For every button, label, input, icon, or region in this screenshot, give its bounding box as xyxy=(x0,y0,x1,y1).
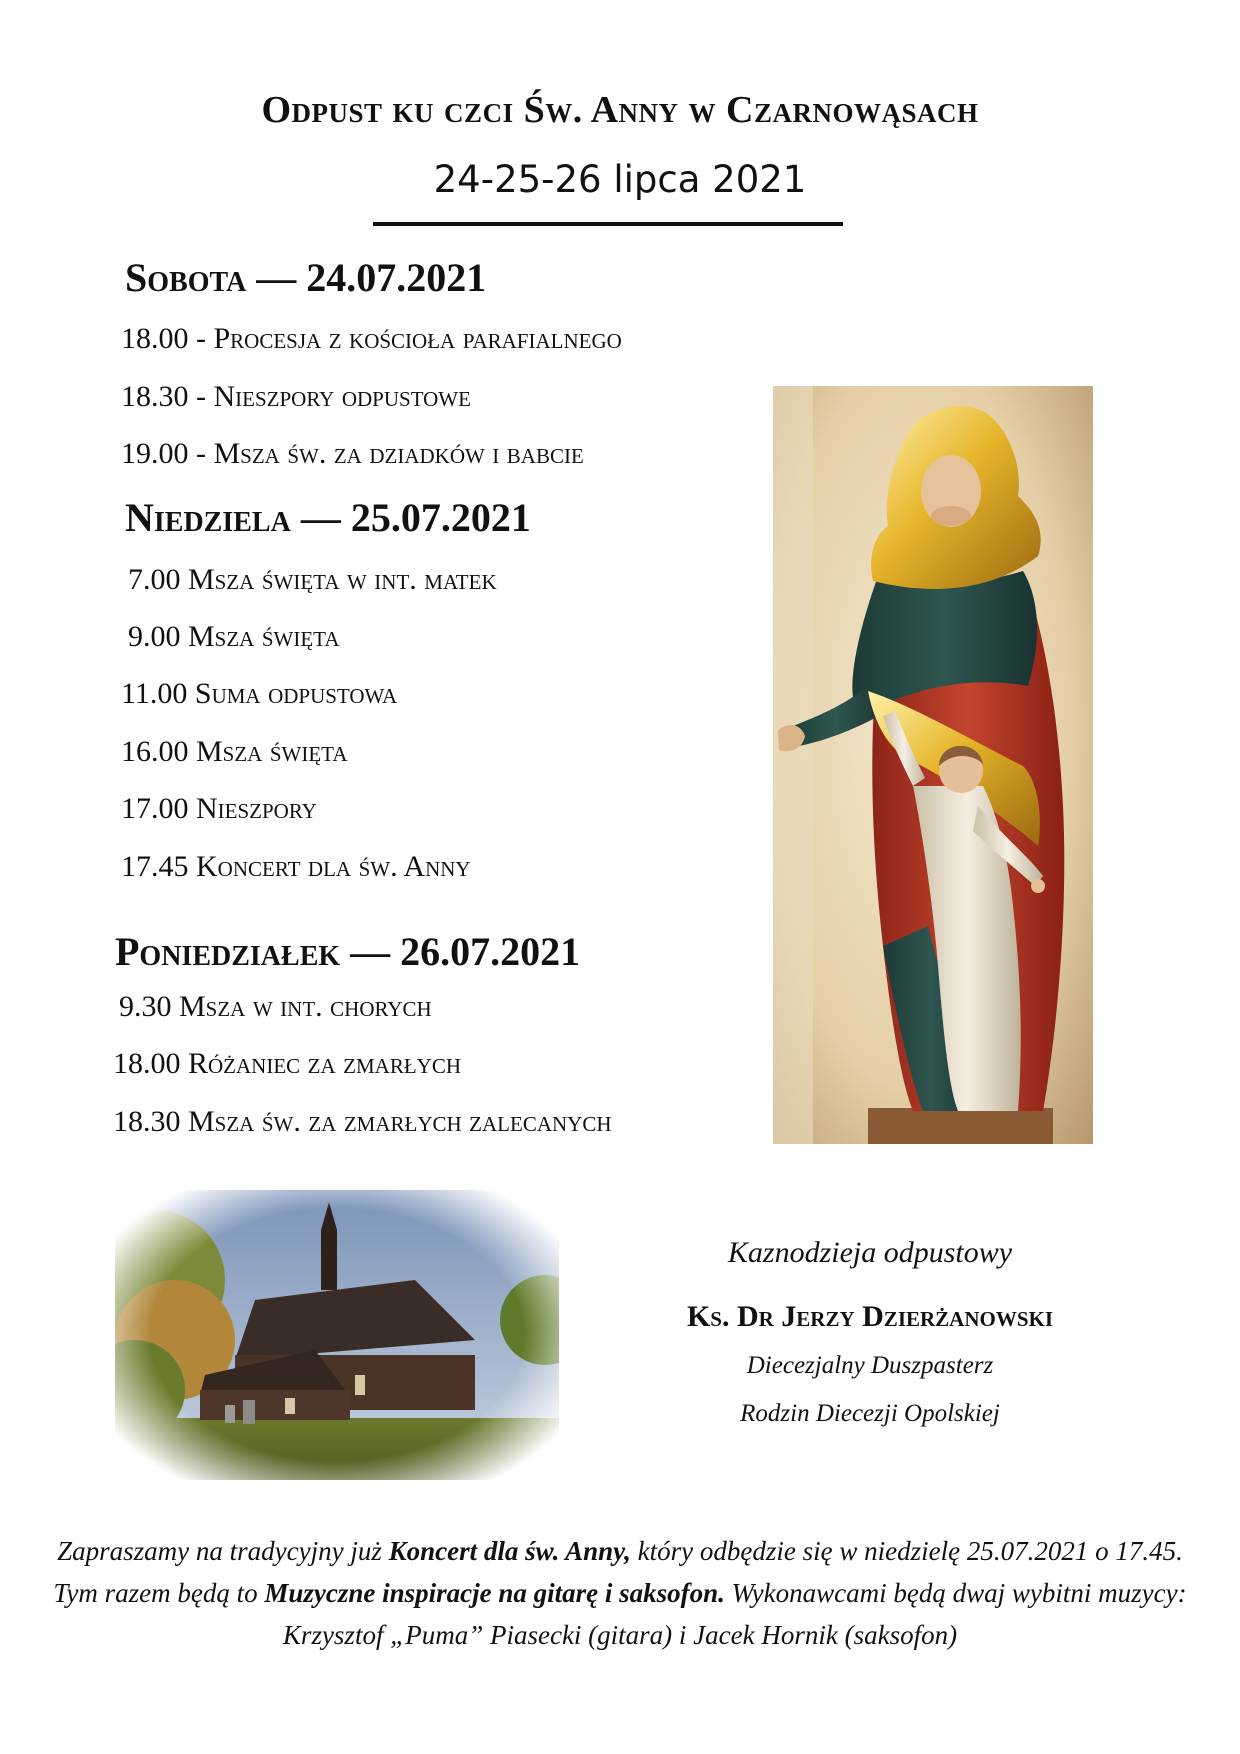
schedule-item: 18.30 Msza św. za zmarłych zalecanych xyxy=(113,1105,612,1138)
preacher-label: Kaznodzieja odpustowy xyxy=(727,1236,1013,1269)
invitation-text: Zapraszamy na tradycyjny już xyxy=(57,1536,389,1566)
day-heading-sunday: Niedziela — 25.07.2021 xyxy=(125,495,531,540)
schedule-item: 19.00 - Msza św. za dziadków i babcie xyxy=(121,437,584,470)
page-title: Odpust ku czci Św. Anny w Czarnowąsach xyxy=(261,89,979,131)
preacher-role-line1: Diecezjalny Duszpasterz xyxy=(746,1352,994,1379)
invitation-text: Wykonawcami będą dwaj wybitni muzycy: Krzysztof „Puma” Piasecki (gitara) i Jacek Hornik (saksofon) xyxy=(282,1578,1187,1650)
wooden-church-photo xyxy=(115,1190,559,1480)
st-anne-statue-photo xyxy=(773,386,1093,1144)
preacher-role-line2: Rodzin Diecezji Opolskiej xyxy=(740,1400,1000,1427)
schedule-item: 11.00 Suma odpustowa xyxy=(121,677,398,710)
schedule-item: 16.00 Msza święta xyxy=(121,735,348,768)
schedule-item: 17.45 Koncert dla św. Anny xyxy=(121,850,471,883)
schedule-item: 9.00 Msza święta xyxy=(128,620,340,653)
day-heading-monday: Poniedziałek — 26.07.2021 xyxy=(115,929,581,974)
concert-invitation xyxy=(40,1530,1200,1656)
preacher-name: Ks. Dr Jerzy Dzierżanowski xyxy=(686,1300,1054,1333)
schedule-item: 18.00 Różaniec za zmarłych xyxy=(113,1047,461,1080)
invitation-text: który odbędzie się w niedzielę 25.07.2021 o 17.45. Tym razem będą to xyxy=(53,1536,1183,1608)
schedule-item: 18.30 - Nieszpory odpustowe xyxy=(121,380,471,413)
schedule-item: 9.30 Msza w int. chorych xyxy=(119,990,432,1023)
schedule-item: 18.00 - Procesja z kościoła parafialnego xyxy=(121,322,622,355)
schedule-item: 7.00 Msza święta w int. matek xyxy=(128,563,497,596)
invitation-program-name: Muzyczne inspiracje na gitarę i saksofon. xyxy=(264,1578,725,1608)
invitation-concert-name: Koncert dla św. Anny, xyxy=(388,1536,631,1566)
event-dates: 24-25-26 lipca 2021 xyxy=(433,158,807,201)
day-heading-saturday: Sobota — 24.07.2021 xyxy=(125,255,487,300)
title-divider xyxy=(373,222,843,226)
schedule-item: 17.00 Nieszpory xyxy=(121,792,317,825)
